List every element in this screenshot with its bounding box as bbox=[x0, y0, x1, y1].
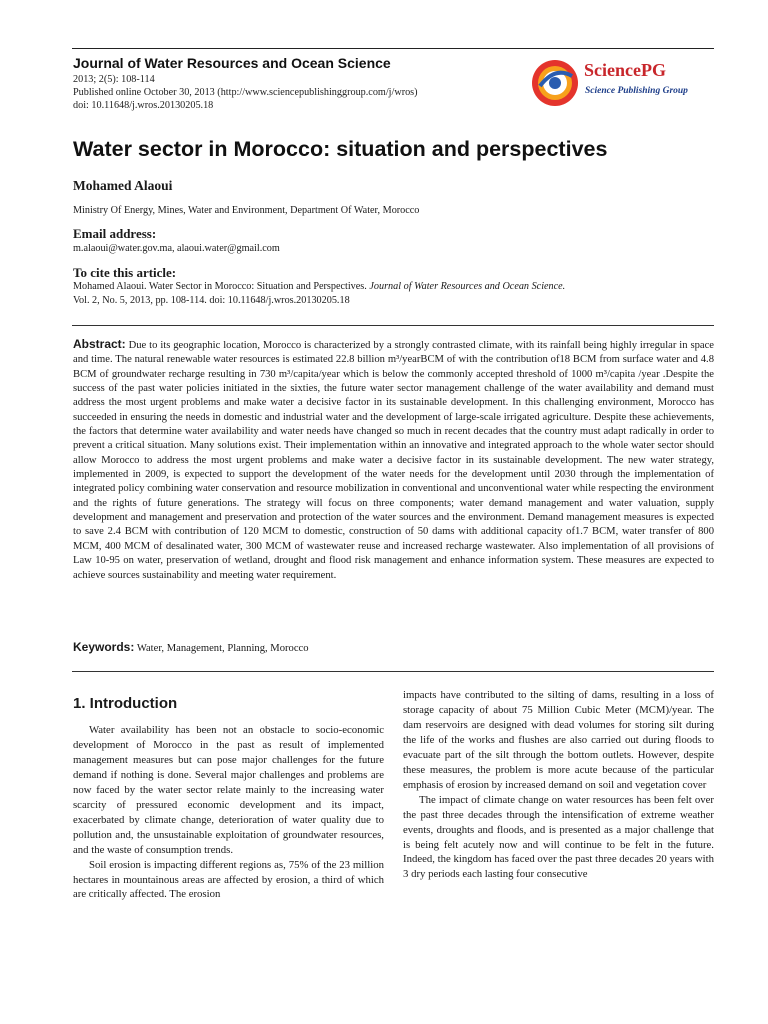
rule-above-abstract bbox=[72, 325, 714, 326]
abstract-label: Abstract: bbox=[73, 337, 126, 351]
right-column bbox=[403, 688, 714, 882]
citation-text: Mohamed Alaoui. Water Sector in Morocco: Situation and Perspectives. bbox=[73, 281, 367, 292]
email-addresses: m.alaoui@water.gov.ma, alaoui.water@gmail.com bbox=[73, 243, 280, 254]
abstract-text: Due to its geographic location, Morocco is characterized by a strongly contrasted climate, with its rainfall being highly irregular in space and time. The natural renewable water resources is estimated 22.8 billion m³/yearBCM of with the contribution of18 BCM from surface water and 4.8 BCM of groundwater recharge resulting in 730 m³/capita/year which is below the commonly accepted threshold of 1000 m³/capita /year .Despite the success of the past water policies initiated in the sixties, the future water sector management challenge of the water availability and demand must address the most urgent problems and make water a decisive factor in its sustainable development. In this challenging environment, Morocco has succeeded in ensuring the needs in domestic and industrial water and the development of large-scale irrigated agriculture. Despite these achievements, the factors that determine water availability and water needs have changed so much in recent decades that the country must adapt radically in order to prevent a critical situation. Many solutions exist. Their implementation within an innovative and integrated approach to the whole water sector should allow Morocco to address the most urgent problems and make water a decisive factor in its sustainable development. The new water strategy, implemented in 2009, is expected to support the development of the water needs for the development until 2030 through the implementation of integrated policy combining water conservation and resource mobilization in conventional and unconventional water while respecting the environment and the rights of future generations. The strategy will focus on three components; water demand management and water valuation, supply development and management and preservation and protection of the water sources and the environment. Demand management measures is expected to save 2.4 BCM with contribution of 120 MCM to domestic, construction of 50 dams with additional capacity of1.7 BCM, water transfer of 800 MCM, 400 MCM of desalinated water, 300 MCM of wastewater reuse and increased recharge wastewater. Also implementation of all provisions of Law 10-95 on water, preservation of wetland, drought and flood risk management and enhance information system. These measures are expected to achieve sources sustainability and meeting water requirement. bbox=[73, 340, 714, 581]
keywords-text: Water, Management, Planning, Morocco bbox=[136, 643, 309, 654]
email-label: Email address: bbox=[73, 226, 157, 241]
keywords-label: Keywords: bbox=[73, 640, 135, 654]
journal-title: Journal of Water Resources and Ocean Science bbox=[73, 55, 391, 71]
citation-line2: Vol. 2, No. 5, 2013, pp. 108-114. doi: 10.11648/j.wros.20130205.18 bbox=[73, 295, 350, 306]
citation-line1 bbox=[73, 280, 565, 294]
sciencepg-globe-icon bbox=[530, 58, 580, 108]
doi-info: doi: 10.11648/j.wros.20130205.18 bbox=[73, 100, 214, 111]
author-affiliation: Ministry Of Energy, Mines, Water and Environment, Department Of Water, Morocco bbox=[73, 205, 420, 216]
abstract-block bbox=[73, 337, 714, 583]
rule-below-keywords bbox=[72, 671, 714, 672]
header-top-rule bbox=[72, 48, 714, 49]
intro-paragraph-2: Soil erosion is impacting different regions as, 75% of the 23 million hectares in mountainous areas are affected by erosion, a third of which are critically affected. The erosion bbox=[73, 858, 384, 901]
issue-info: 2013; 2(5): 108-114 bbox=[73, 74, 155, 85]
keywords-line bbox=[73, 640, 309, 654]
intro-paragraph-4: The impact of climate change on water resources has been felt over the past three decades through the intensification of extreme weather events, droughts and floods, and is presented as a major challenge that is being felt acutely now and will continue to be felt in the future. Indeed, the kingdom has faced over the past three decades 20 years with 3 dry periods each lasting four consecutive bbox=[403, 793, 714, 881]
paper-title: Water sector in Morocco: situation and perspectives bbox=[73, 137, 608, 161]
left-column bbox=[73, 695, 384, 902]
intro-heading: 1. Introduction bbox=[73, 695, 178, 712]
intro-paragraph-1: Water availability has been not an obstacle to socio-economic development of Morocco in the past as result of implemented management measures but can pose major challenges for the future demand if nothing is done. Several major challenges and problems are now faced by the water sector relate mainly to the increasing water scarcity of pressured economic development and its impact, exacerbated by climate change, deterioration of water quality due to pollution and, the unsustainable exploitation of groundwater resources, and the waste of consumption trends. bbox=[73, 724, 384, 856]
intro-paragraph-3: impacts have contributed to the silting of dams, resulting in a loss of storage capacity of about 75 Million Cubic Meter (MCM)/year. The dam reservoirs are designed with dead volumes for storing silt during the life of the works and flushes are also carried out during floods to evacuate part of the silt through the bottom outlets. However, despite these measures, the problem is more acute because of the particular emphasis of erosion by increased demand on soil and vegetation cover bbox=[403, 689, 714, 791]
logo-name: SciencePG bbox=[584, 60, 666, 80]
published-info: Published online October 30, 2013 (http://www.sciencepublishinggroup.com/j/wros) bbox=[73, 87, 418, 98]
citation-journal: Journal of Water Resources and Ocean Science. bbox=[369, 281, 566, 292]
cite-label: To cite this article: bbox=[73, 265, 177, 280]
logo-subtitle: Science Publishing Group bbox=[585, 86, 688, 96]
sciencepg-logo bbox=[530, 58, 720, 110]
author-name: Mohamed Alaoui bbox=[73, 178, 173, 193]
